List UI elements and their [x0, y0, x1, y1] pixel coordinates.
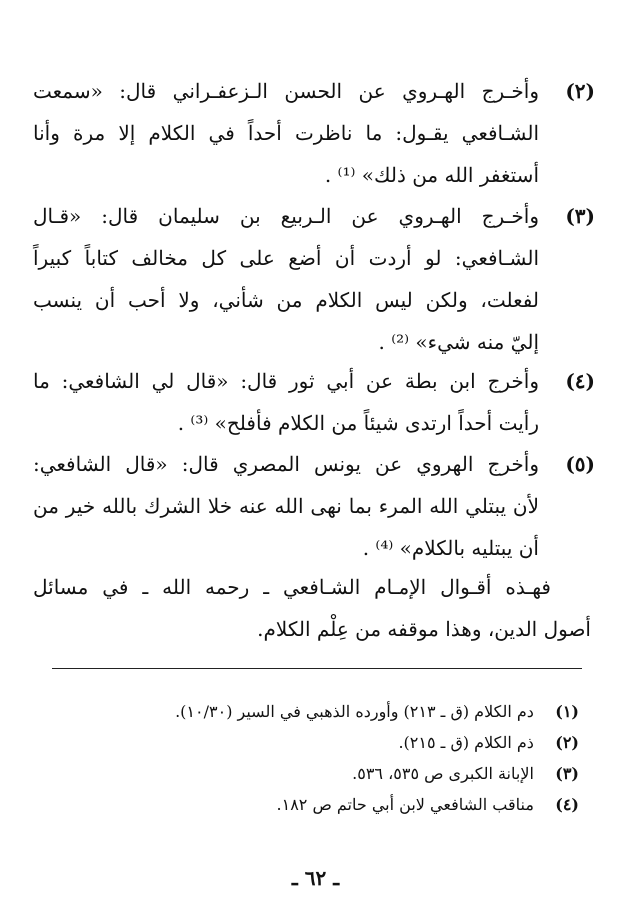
entry-line: وأخرج ابن بطة عن أبي ثور قال: «قال لي الشافعي: ما	[33, 369, 539, 393]
footnote-number: (٢)	[555, 733, 579, 752]
entry-4	[33, 360, 595, 444]
entry-line: لأن يبتلي الله المرء بما نهى الله عنه خلا الشرك بالله خير من	[33, 494, 539, 518]
entry-line: أستغفر الله من ذلك» ⁽¹⁾ .	[324, 163, 539, 187]
footnote-divider	[52, 668, 582, 669]
summary-line: فهـذه أقـوال الإمـام الشـافعي ـ رحمه الله ـ في مسائل	[33, 575, 551, 599]
entry-line: لفعلت، ولكن ليس الكلام من شأني، ولا أحب أن ينسب	[33, 288, 539, 312]
entry-body	[33, 443, 539, 569]
entry-body	[33, 195, 539, 363]
entry-number: (٢)	[565, 79, 595, 103]
entry-body	[33, 360, 539, 444]
summary-paragraph	[33, 566, 591, 650]
entry-line: رأيت أحداً ارتدى شيئاً من الكلام فأفلح» ⁽³⁾ .	[177, 411, 539, 435]
entry-line: وأخرج الهروي عن يونس المصري قال: «قال الشافعي:	[33, 452, 539, 476]
footnote-item	[49, 696, 579, 727]
entry-number: (٥)	[565, 452, 595, 476]
entry-line: إليّ منه شيء» ⁽²⁾ .	[378, 330, 539, 354]
footnote-number: (٣)	[555, 764, 579, 783]
page-number: ـ ٦٢ ـ	[291, 866, 340, 890]
entry-2	[33, 70, 595, 196]
summary-line: أصول الدين، وهذا موقفه من عِلْم الكلام.	[257, 617, 591, 641]
entry-line: وأخـرج الهـروي عن الـربيع بن سليمان قال: «قـال	[33, 204, 539, 228]
entry-5	[33, 443, 595, 569]
footnote-item	[49, 789, 579, 820]
footnote-number: (١)	[555, 702, 579, 721]
entry-line: الشـافعي يقـول: ما ناظرت أحداً في الكلام إلا مرة وأنا	[33, 121, 539, 145]
entry-3	[33, 195, 595, 363]
footnote-text: دم الكلام (ق ـ ٢١٣) وأورده الذهبي في السير (١٠/٣٠).	[175, 702, 534, 721]
entry-line: وأخـرج الهـروي عن الحسن الـزعفـراني قال: «سمعت	[33, 79, 539, 103]
footnote-text: ذم الكلام (ق ـ ٢١٥).	[398, 733, 534, 752]
footnote-item	[49, 758, 579, 789]
entry-body	[33, 70, 539, 196]
entry-number: (٤)	[565, 369, 595, 393]
footnote-text: الإبانة الكبرى ص ٥٣٥، ٥٣٦.	[352, 764, 534, 783]
footnote-text: مناقب الشافعي لابن أبي حاتم ص ١٨٢.	[276, 795, 534, 814]
entry-line: أن يبتليه بالكلام» ⁽⁴⁾ .	[362, 536, 539, 560]
footnote-number: (٤)	[555, 795, 579, 814]
entry-number: (٣)	[565, 204, 595, 228]
footnote-item	[49, 727, 579, 758]
footnotes	[49, 696, 579, 820]
entry-line: الشـافعي: لو أردت أن أضع على كل مخالف كتاباً كبيراً	[33, 246, 539, 270]
